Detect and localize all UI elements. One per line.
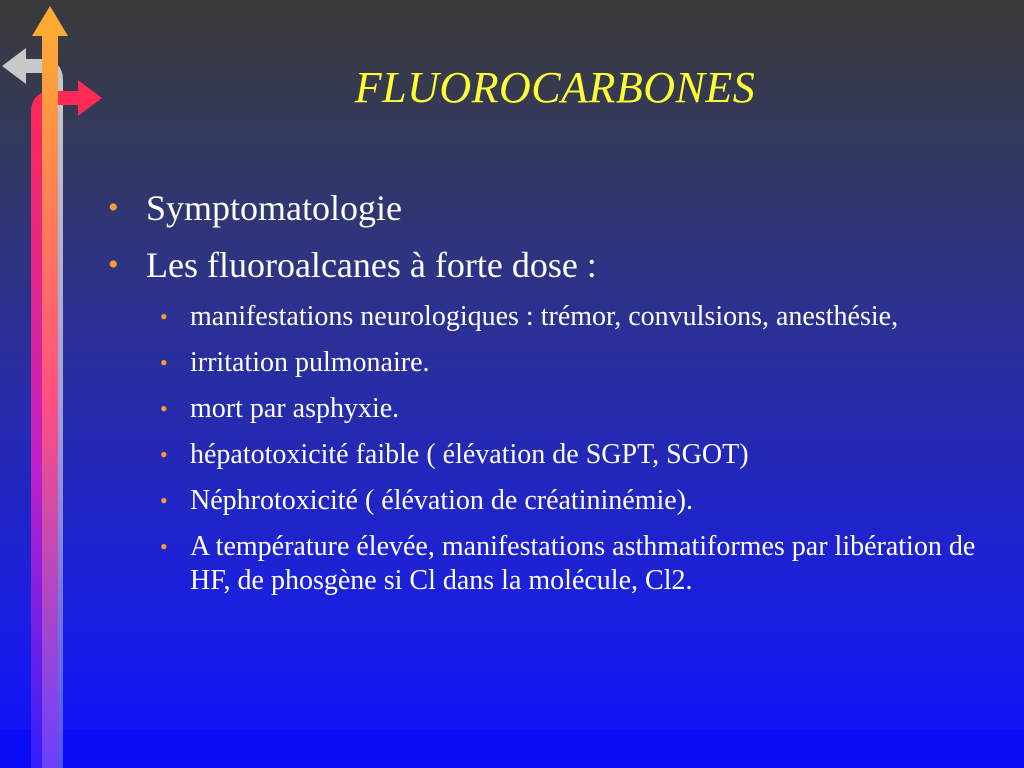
bullet-text: mort par asphyxie. <box>190 393 400 424</box>
bullet-text: manifestations neurologiques : trémor, convulsions, anesthésie, <box>190 301 899 332</box>
bullet-list <box>108 186 998 610</box>
bullet-icon: • <box>160 488 168 513</box>
bullet-item <box>108 243 998 287</box>
bullet-icon: • <box>160 442 168 467</box>
slide-title: FLUOROCARBONES <box>354 63 756 112</box>
bullet-icon: • <box>160 396 168 421</box>
bullet-text: hépatotoxicité faible ( élévation de SGPT, SGOT) <box>190 439 749 470</box>
bullet-icon: • <box>160 534 168 559</box>
bottom-band <box>0 730 1024 768</box>
arrows-decoration <box>0 0 110 768</box>
sub-bullet-item <box>108 392 998 426</box>
bullet-text: A température élevée, manifestations asthmatiformes par libération de HF, de phosgène si Cl dans la molécule, Cl2. <box>190 531 976 596</box>
bullet-text: Néphrotoxicité ( élévation de créatininémie). <box>190 485 694 516</box>
sub-bullet-item <box>108 300 998 334</box>
orange-arrow <box>42 30 58 768</box>
bullet-text: Les fluoroalcanes à forte dose : <box>146 245 597 285</box>
bullet-icon: • <box>160 304 168 329</box>
bullet-icon: • <box>108 248 119 281</box>
bullet-text: irritation pulmonaire. <box>190 347 430 378</box>
bullet-text: Symptomatologie <box>146 188 402 228</box>
sub-bullet-item <box>108 346 998 380</box>
bullet-icon: • <box>108 191 119 224</box>
sub-bullet-item <box>108 438 998 472</box>
bullet-item <box>108 186 998 230</box>
bullet-icon: • <box>160 350 168 375</box>
sub-bullet-item <box>108 530 998 598</box>
orange-arrow-head <box>32 6 68 36</box>
sub-bullet-item <box>108 484 998 518</box>
